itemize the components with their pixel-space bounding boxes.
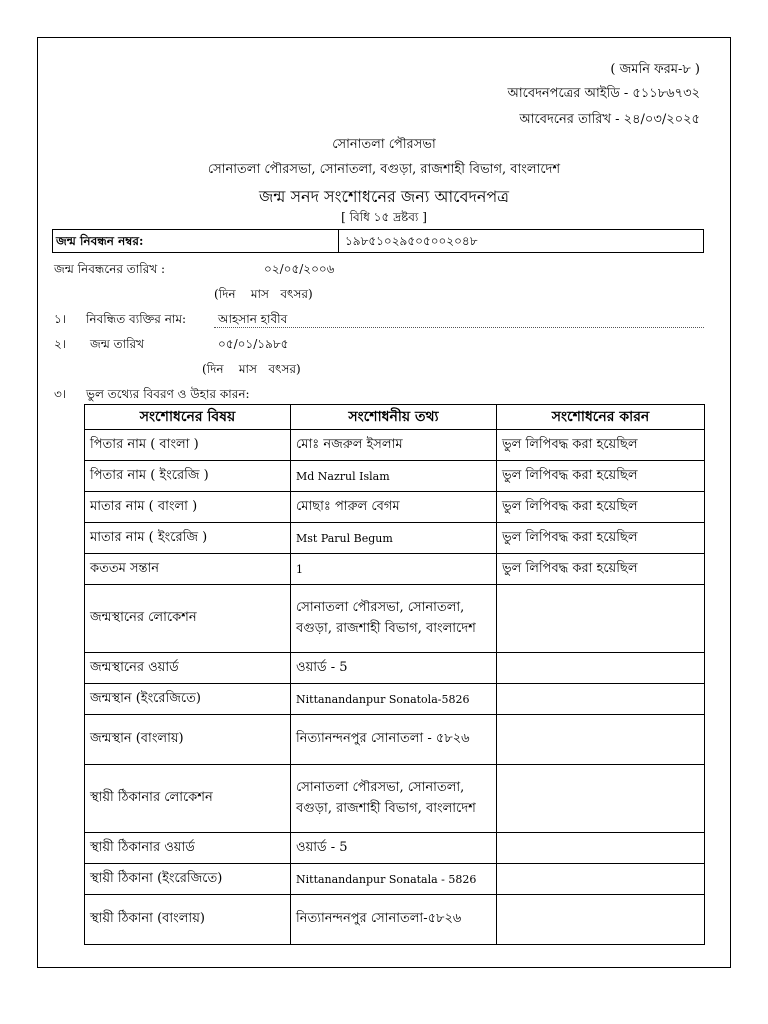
table-row: [85, 653, 705, 684]
header-reason: সংশোধনের কারন: [497, 405, 705, 430]
table-row: [85, 765, 705, 833]
corrections-table: [84, 404, 705, 945]
page-title: জন্ম সনদ সংশোধনের জন্য আবেদনপত্র: [258, 187, 510, 206]
row-value: 1: [291, 554, 497, 585]
row-value: ওয়ার্ড - 5: [291, 833, 497, 864]
table-row: [85, 430, 705, 461]
row-value: ওয়ার্ড - 5: [291, 653, 497, 684]
row-subject: পিতার নাম ( বাংলা ): [85, 430, 291, 461]
row-reason: ভুল লিপিবদ্ধ করা হয়েছিল: [497, 554, 705, 585]
row-reason: [497, 895, 705, 945]
header-subject: সংশোধনের বিষয়: [85, 405, 291, 430]
rule-reference: [ বিধি ১৫ দ্রষ্টব্য ]: [341, 210, 427, 224]
table-row: [85, 684, 705, 715]
table-row: [85, 833, 705, 864]
registration-date-format: (দিন মাস বৎসর): [214, 287, 313, 301]
row-subject: পিতার নাম ( ইংরেজি ): [85, 461, 291, 492]
table-row: [85, 523, 705, 554]
table-row: [85, 864, 705, 895]
registration-date-value: ০২/০৫/২০০৬: [264, 262, 335, 276]
row-value: মোছাঃ পারুল বেগম: [291, 492, 497, 523]
item2-number: ২।: [54, 337, 67, 351]
row-subject: জন্মস্থানের লোকেশন: [85, 585, 291, 653]
table-row: [85, 895, 705, 945]
form-number: ( জমনি ফরম-৮ ): [610, 62, 700, 77]
item1-label: নিবন্ধিত ব্যক্তির নাম:: [86, 312, 187, 326]
row-value: সোনাতলা পৌরসভা, সোনাতলা, বগুড়া, রাজশাহী বিভাগ, বাংলাদেশ: [291, 765, 497, 833]
row-subject: মাতার নাম ( ইংরেজি ): [85, 523, 291, 554]
row-reason: [497, 864, 705, 895]
application-date: আবেদনের তারিখ - ২৪/০৩/২০২৫: [519, 112, 700, 127]
registration-number-box: [52, 229, 704, 253]
row-subject: স্থায়ী ঠিকানার লোকেশন: [85, 765, 291, 833]
row-subject: মাতার নাম ( বাংলা ): [85, 492, 291, 523]
item3-number: ৩।: [54, 387, 67, 401]
row-reason: [497, 715, 705, 765]
office-address: সোনাতলা পৌরসভা, সোনাতলা, বগুড়া, রাজশাহী বিভাগ, বাংলাদেশ: [207, 162, 561, 177]
row-reason: ভুল লিপিবদ্ধ করা হয়েছিল: [497, 523, 705, 554]
table-row: [85, 492, 705, 523]
row-value: Nittanandanpur Sonatala - 5826: [291, 864, 497, 895]
row-value: নিত্যানন্দনপুর সোনাতলা-৫৮২৬: [291, 895, 497, 945]
row-subject: কততম সন্তান: [85, 554, 291, 585]
row-subject: জন্মস্থান (ইংরেজিতে): [85, 684, 291, 715]
person-name-value: আহসান হাবীব: [218, 312, 288, 326]
row-reason: [497, 833, 705, 864]
table-row: [85, 461, 705, 492]
row-value: Md Nazrul Islam: [291, 461, 497, 492]
registration-number-label: জন্ম নিবন্ধন নম্বর:: [53, 230, 339, 252]
row-reason: [497, 684, 705, 715]
row-subject: স্থায়ী ঠিকানার ওয়ার্ড: [85, 833, 291, 864]
header-corrected-info: সংশোধনীয় তথ্য: [291, 405, 497, 430]
row-value: মোঃ নজরুল ইসলাম: [291, 430, 497, 461]
item2-label: জন্ম তারিখ: [90, 337, 145, 351]
table-header-row: [85, 405, 705, 430]
registration-date-label: জন্ম নিবন্ধনের তারিখ :: [54, 262, 166, 276]
office-name: সোনাতলা পৌরসভা: [332, 137, 436, 152]
row-value: Mst Parul Begum: [291, 523, 497, 554]
birth-date-format: (দিন মাস বৎসর): [202, 362, 301, 376]
row-value: নিত্যানন্দনপুর সোনাতলা - ৫৮২৬: [291, 715, 497, 765]
row-reason: ভুল লিপিবদ্ধ করা হয়েছিল: [497, 430, 705, 461]
row-reason: [497, 765, 705, 833]
item3-label: ভুল তথ্যের বিবরণ ও উহার কারন:: [86, 387, 250, 401]
row-subject: স্থায়ী ঠিকানা (ইংরেজিতে): [85, 864, 291, 895]
row-subject: জন্মস্থান (বাংলায়): [85, 715, 291, 765]
row-subject: স্থায়ী ঠিকানা (বাংলায়): [85, 895, 291, 945]
row-reason: [497, 585, 705, 653]
dotted-line: [214, 327, 704, 328]
row-subject: জন্মস্থানের ওয়ার্ড: [85, 653, 291, 684]
birth-date-value: ০৫/০১/১৯৮৫: [218, 337, 289, 351]
item1-number: ১।: [54, 312, 67, 326]
registration-number-value: ১৯৮৫১০২৯৫০৫০০২০৪৮: [345, 234, 478, 248]
application-id: আবেদনপত্রের আইডি - ৫১১৮৬৭৩২: [507, 86, 700, 101]
table-row: [85, 715, 705, 765]
row-value: Nittanandanpur Sonatola-5826: [291, 684, 497, 715]
row-value: সোনাতলা পৌরসভা, সোনাতলা, বগুড়া, রাজশাহী বিভাগ, বাংলাদেশ: [291, 585, 497, 653]
row-reason: ভুল লিপিবদ্ধ করা হয়েছিল: [497, 492, 705, 523]
table-row: [85, 585, 705, 653]
row-reason: [497, 653, 705, 684]
row-reason: ভুল লিপিবদ্ধ করা হয়েছিল: [497, 461, 705, 492]
table-row: [85, 554, 705, 585]
